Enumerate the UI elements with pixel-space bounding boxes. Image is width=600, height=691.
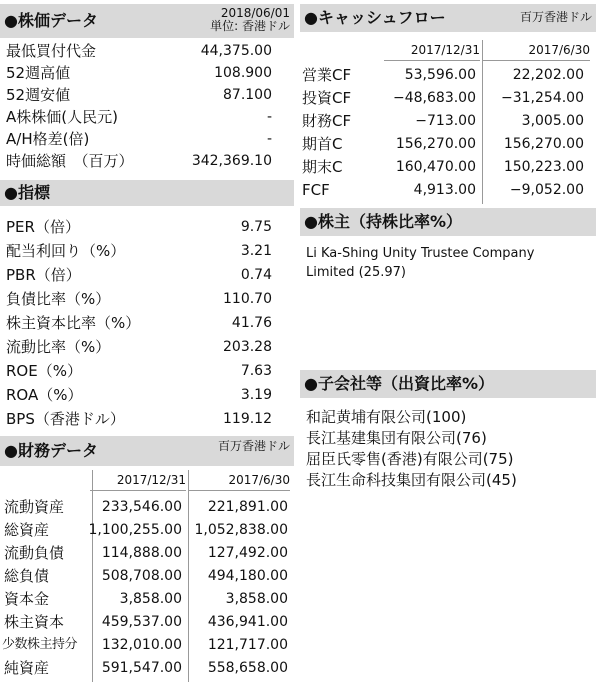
table-row: 純資産 591,547.00 558,658.00 (4, 659, 288, 677)
financial-unit: 百万香港ドル (217, 439, 290, 453)
table-row: 株主資本 459,537.00 436,941.00 (4, 613, 288, 631)
table-row: 期首C 156,270.00 156,270.00 (302, 135, 584, 153)
table-row: 負債比率（%） 110.70 (6, 290, 272, 308)
table-row: 資本金 3,858.00 3,858.00 (4, 590, 288, 608)
table-row: 財務CF −713.00 3,005.00 (302, 112, 584, 130)
table-row: 期末C 160,470.00 150,223.00 (302, 158, 584, 176)
indicators-header (0, 180, 294, 206)
table-row: 配当利回り（%） 3.21 (6, 242, 272, 260)
table-row: 投資CF −48,683.00 −31,254.00 (302, 89, 584, 107)
table-row: BPS（香港ドル） 119.12 (6, 410, 272, 428)
subsidiaries-header (300, 370, 596, 398)
table-row: 52週安値 87.100 (6, 86, 272, 104)
list-item: 長江生命科技集団有限公司(45) (306, 471, 517, 489)
financial-table (0, 470, 296, 688)
table-row: 株主資本比率（%） 41.76 (6, 314, 272, 332)
list-item: 和記黄埔有限公司(100) (306, 408, 467, 426)
cashflow-col1: 2017/12/31 (384, 40, 480, 61)
list-item: 屈臣氏零售(香港)有限公司(75) (306, 450, 514, 468)
table-row: 総負債 508,708.00 494,180.00 (4, 567, 288, 585)
shareholder-line: Limited (25.97) (306, 265, 406, 280)
table-row: 流動比率（%） 203.28 (6, 338, 272, 356)
table-row: 52週高値 108.900 (6, 64, 272, 82)
cashflow-unit: 百万香港ドル (519, 10, 592, 24)
table-row: 流動負債 114,888.00 127,492.00 (4, 544, 288, 562)
table-row: ROA（%） 3.19 (6, 386, 272, 404)
indicators-title: ●指標 (4, 183, 50, 202)
cashflow-header (300, 4, 596, 32)
indicators-table (0, 216, 280, 432)
table-row: 流動資産 233,546.00 221,891.00 (4, 498, 288, 516)
shareholders-header (300, 208, 596, 236)
table-row: A/H格差(倍) - (6, 130, 272, 148)
stock-date: 2018/06/01 (220, 6, 290, 20)
cashflow-table (300, 40, 596, 208)
stock-header (0, 4, 294, 38)
table-row: FCF 4,913.00 −9,052.00 (302, 181, 584, 199)
stock-unit: 単位: 香港ドル (210, 19, 290, 33)
list-item: 長江基建集団有限公司(76) (306, 429, 487, 447)
table-row: 少数株主持分 132,010.00 121,717.00 (2, 637, 288, 653)
table-row: A株株価(人民元) - (6, 108, 272, 126)
shareholders-title: ●株主（持株比率%） (304, 212, 462, 231)
table-row: 総資産 1,100,255.00 1,052,838.00 (4, 521, 288, 539)
stock-title: ●株価データ (4, 11, 98, 30)
financial-header (0, 436, 294, 466)
cashflow-title: ●キャッシュフロー (304, 8, 446, 27)
financial-title: ●財務データ (4, 441, 98, 460)
financial-col2: 2017/6/30 (188, 470, 290, 491)
cashflow-col2: 2017/6/30 (482, 40, 590, 61)
subsidiaries-title: ●子会社等（出資比率%） (304, 374, 494, 393)
table-row: 営業CF 53,596.00 22,202.00 (302, 66, 584, 84)
table-row: 最低買付代金 44,375.00 (6, 42, 272, 60)
table-row: PER（倍） 9.75 (6, 218, 272, 236)
shareholder-line: Li Ka-Shing Unity Trustee Company (306, 246, 535, 261)
table-row: 時価総額 （百万） 342,369.10 (6, 152, 272, 170)
stock-table (0, 40, 280, 178)
table-row: ROE（%） 7.63 (6, 362, 272, 380)
financial-col1: 2017/12/31 (90, 470, 186, 491)
table-row: PBR（倍） 0.74 (6, 266, 272, 284)
